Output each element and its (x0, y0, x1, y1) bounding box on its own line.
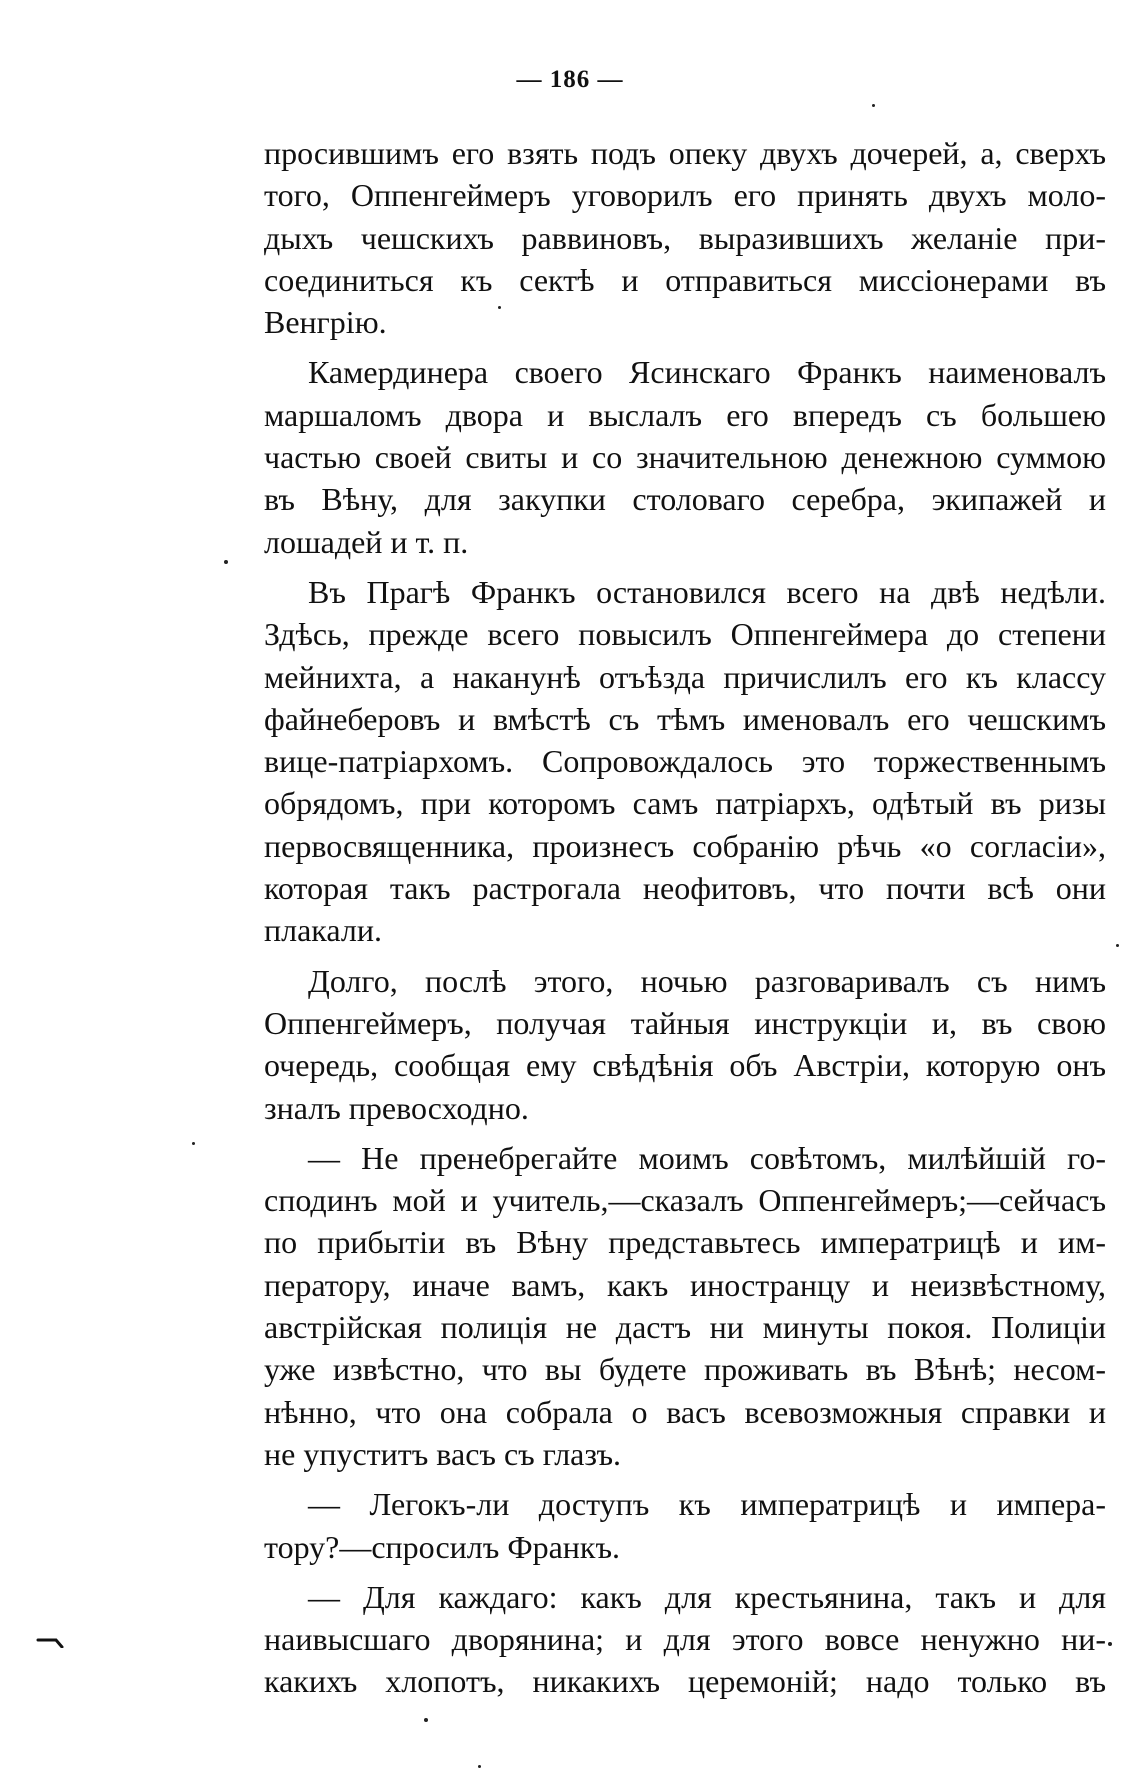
text-line: частью своей свиты и со значительною денежною суммою (264, 439, 1106, 476)
text-line: уже извѣстно, что вы будете проживать въ Вѣнѣ; несом- (264, 1351, 1106, 1388)
body-text (264, 132, 1106, 1703)
scan-speck (872, 104, 875, 107)
paragraph (264, 351, 1106, 562)
text-line: которая такъ растрогала неофитовъ, что почти всѣ они (264, 870, 1106, 907)
scan-speck (424, 1718, 428, 1722)
scan-speck (478, 1765, 481, 1768)
scan-speck (1116, 944, 1119, 947)
text-line: не упуститъ васъ съ глазъ. (264, 1435, 621, 1472)
text-line: обрядомъ, при которомъ самъ патрiархъ, одѣтый въ ризы (264, 785, 1106, 822)
text-line: мейнихта, а наканунѣ отъѣзда причислилъ его къ классу (264, 658, 1106, 695)
text-line: того, Оппенгеймеръ уговорилъ его принять двухъ моло- (264, 177, 1106, 214)
text-line: просившимъ его взять подъ опеку двухъ дочерей, а, сверхъ (264, 135, 1106, 171)
text-line: — Легокъ-ли доступъ къ императрицѣ и импера- (308, 1486, 1106, 1523)
text-line: нѣнно, что она собрала о васъ всевозможныя справки и (264, 1393, 1106, 1430)
text-line: — Не пренебрегайте моимъ совѣтомъ, милѣйшiй го- (308, 1139, 1106, 1176)
paragraph (264, 1483, 1106, 1568)
text-line: маршаломъ двора и выслалъ его впередъ съ большею (264, 396, 1106, 433)
text-line: какихъ хлопотъ, никакихъ церемонiй; надо только въ (264, 1663, 1106, 1700)
text-line: первосвященника, произнесъ собранiю рѣчь «о согласiи», (264, 827, 1106, 864)
scan-speck (1108, 1642, 1112, 1646)
text-line: по прибытiи въ Вѣну представьтесь императрицѣ и им- (264, 1224, 1106, 1261)
text-line: плакали. (264, 912, 382, 949)
text-line: австрiйская полицiя не дастъ ни минуты покоя. Полицiи (264, 1309, 1106, 1346)
paragraph (264, 132, 1106, 343)
paragraph (264, 1576, 1106, 1703)
text-line: очередь, сообщая ему свѣдѣнiя объ Австрiи, которую онъ (264, 1047, 1106, 1084)
text-line: дыхъ чешскихъ раввиновъ, выразившихъ желанiе при- (264, 219, 1106, 256)
scan-speck (224, 560, 228, 564)
text-line: вице-патрiархомъ. Сопровождалось это торжественнымъ (264, 743, 1106, 780)
text-line: Долго, послѣ этого, ночью разговаривалъ съ нимъ (308, 962, 1106, 999)
text-line: зналъ превосходно. (264, 1089, 529, 1126)
text-line: соединиться къ сектѣ и отправиться миссiонерами въ (264, 261, 1106, 298)
paragraph (264, 960, 1106, 1129)
text-line: файнеберовъ и вмѣстѣ съ тѣмъ именовалъ его чешскимъ (264, 700, 1106, 737)
text-line: наивысшаго дворянина; и для этого вовсе ненужно ни- (264, 1621, 1106, 1658)
text-line: Венгрiю. (264, 304, 387, 341)
scan-mark (36, 1636, 64, 1648)
paragraph (264, 1137, 1106, 1475)
scan-speck (498, 306, 501, 309)
text-line: сподинъ мой и учитель,—сказалъ Оппенгеймеръ;—сейчасъ (264, 1182, 1106, 1219)
text-line: тору?—спросилъ Франкъ. (264, 1528, 621, 1565)
text-line: Здѣсь, прежде всего повысилъ Оппенгеймера до степени (264, 616, 1106, 653)
paragraph (264, 571, 1106, 952)
text-line: — Для каждаго: какъ для крестьянина, такъ и для (308, 1578, 1106, 1615)
page-number: — 186 — (516, 66, 624, 93)
text-line: ператору, иначе вамъ, какъ иностранцу и неизвѣстному, (264, 1266, 1106, 1303)
text-line: Оппенгеймеръ, получая тайныя инструкцiи и, въ свою (264, 1004, 1106, 1041)
text-line: Въ Прагѣ Франкъ остановился всего на двѣ недѣли. (308, 573, 1106, 610)
text-line: въ Вѣну, для закупки столоваго серебра, экипажей и (264, 481, 1106, 518)
text-line: Камердинера своего Ясинскаго Франкъ наименовалъ (308, 354, 1106, 391)
scan-speck (192, 1142, 195, 1145)
text-line: лошадей и т. п. (264, 523, 469, 560)
